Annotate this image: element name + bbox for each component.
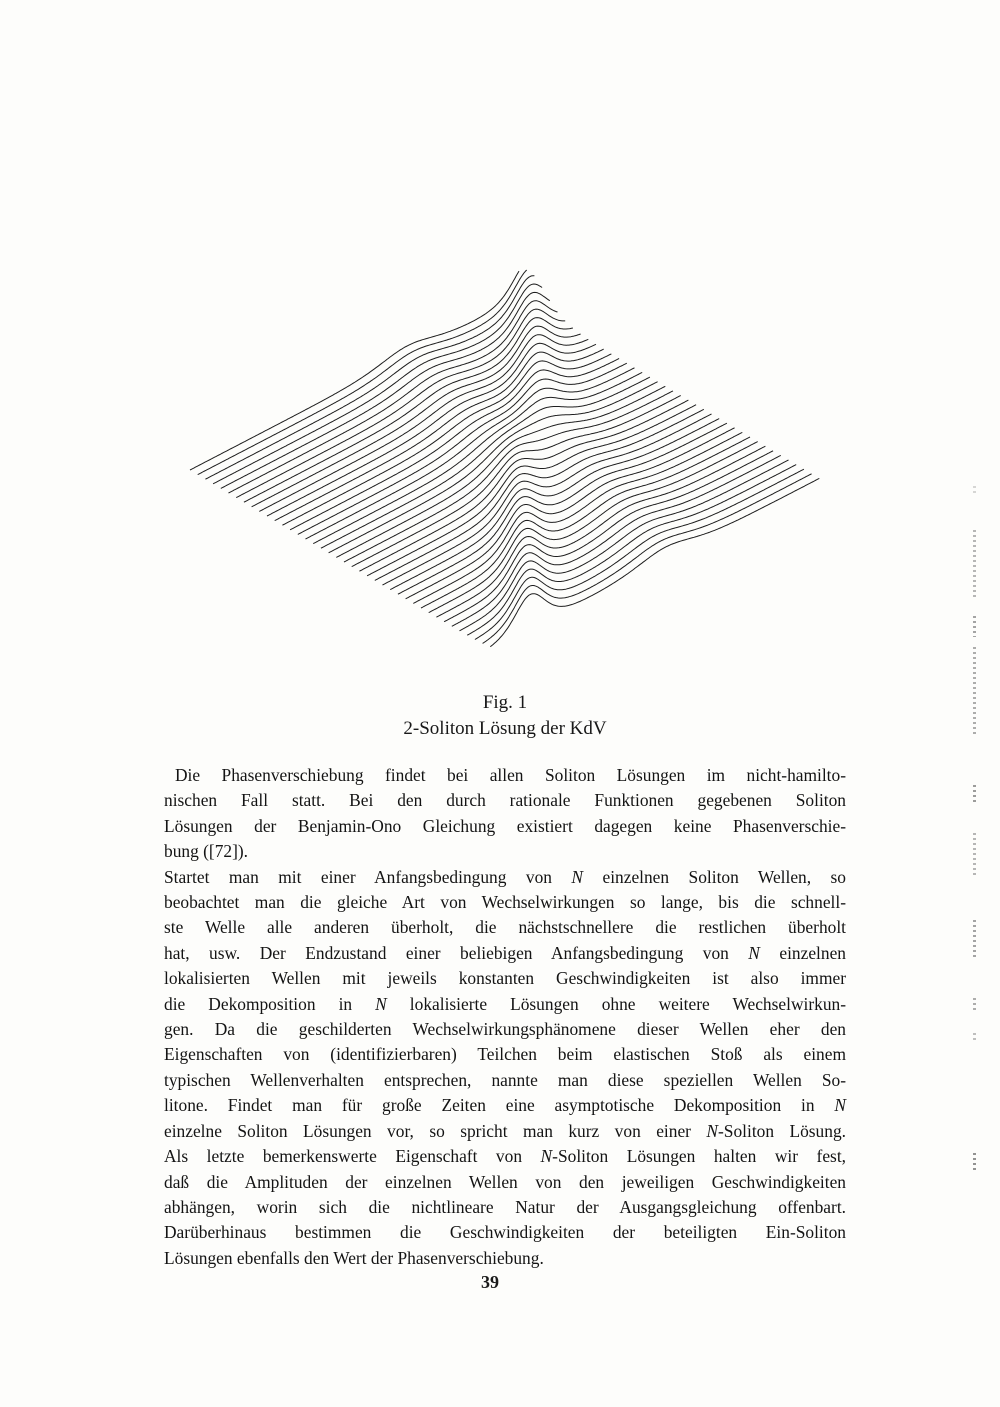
text-line: einzelne Soliton Lösungen vor, so spricht man kurz von einer N-Soliton Lösung. — [164, 1120, 846, 1141]
text-line: Lösungen ebenfalls den Wert der Phasenverschiebung. — [164, 1247, 544, 1268]
waterfall-line — [429, 442, 758, 613]
waterfall-line — [475, 469, 804, 639]
page-number: 39 — [481, 1272, 499, 1292]
scan-artifact — [973, 833, 976, 878]
scan-artifact — [973, 920, 976, 957]
text-line: daß die Amplituden der einzelnen Wellen von den jeweiligen Geschwindigkeiten — [164, 1171, 846, 1192]
text-line: typischen Wellenverhalten entsprechen, nannte man diese speziellen Wellen So- — [164, 1069, 846, 1090]
waterfall-plot — [180, 260, 840, 670]
figure-caption — [164, 690, 846, 742]
waterfall-line — [205, 276, 534, 480]
waterfall-line — [213, 284, 542, 484]
waterfall-line — [252, 326, 581, 507]
waterfall-line — [436, 446, 765, 617]
waterfall-line — [190, 271, 519, 470]
text-line: Die Phasenverschiebung findet bei allen Soliton Lösungen im nicht-hamilto- — [175, 765, 846, 785]
text-line: hat, usw. Der Endzustand einer beliebigen Anfangsbedingung von N einzelnen — [164, 942, 846, 963]
text-line: abhängen, worin sich die nichtlineare Natur der Ausgangsgleichung offenbart. — [164, 1196, 846, 1217]
scan-artifact — [973, 530, 976, 598]
text-line: Als letzte bemerkenswerte Eigenschaft von N-Soliton Lösungen halten wir fest, — [164, 1146, 847, 1167]
waterfall-line — [321, 377, 650, 548]
scan-artifact — [973, 785, 976, 802]
scan-artifact — [973, 647, 976, 735]
text-line: die Dekomposition in N lokalisierte Lösungen ohne weitere Wechselwirkun- — [164, 993, 846, 1014]
text-line: beobachtet man die gleiche Art von Wechselwirkungen so lange, bis die schnell- — [164, 892, 846, 913]
figure-caption-label: Fig. 1 — [482, 692, 528, 713]
text-line: lokalisierten Wellen mit jeweils konstanten Geschwindigkeiten ist also immer — [164, 968, 846, 989]
text-line: Lösungen der Benjamin-Ono Gleichung existiert dagegen keine Phasenverschie- — [164, 815, 846, 836]
waterfall-line — [229, 301, 558, 493]
scan-artifact — [973, 486, 976, 496]
waterfall-line — [375, 409, 704, 580]
text-line: gen. Da die geschilderten Wechselwirkungsphänomene dieser Wellen eher den — [164, 1019, 846, 1040]
body-text — [164, 763, 846, 1271]
text-line: bung ([72]). — [164, 841, 249, 862]
waterfall-line — [383, 414, 712, 585]
text-line: ste Welle alle anderen überholt, die nächstschnellere die restlichen überholt — [164, 917, 846, 938]
text-line: Darüberhinaus bestimmen die Geschwindigkeiten der beteiligten Ein-Soliton — [164, 1222, 846, 1243]
text-line: Eigenschaften von (identifizierbaren) Teilchen beim elastischen Stoß als einem — [164, 1044, 846, 1065]
scan-artifact — [973, 616, 976, 637]
scan-artifact — [973, 1153, 976, 1170]
waterfall-line — [398, 423, 727, 594]
text-line: litone. Findet man für große Zeiten eine asymptotische Dekomposition in N — [164, 1095, 846, 1116]
figure-caption-title: 2-Soliton Lösung der KdV — [403, 718, 607, 739]
scan-artifact — [973, 998, 976, 1013]
text-line: Startet man mit einer Anfangsbedingung von N einzelnen Soliton Wellen, so — [164, 866, 846, 887]
waterfall-line — [198, 270, 527, 475]
waterfall-line — [467, 465, 796, 636]
scan-artifact — [973, 1033, 976, 1041]
waterfall-line — [490, 478, 819, 646]
text-line: nischen Fall statt. Bei den durch rationale Funktionen gegebenen Soliton — [164, 790, 846, 811]
waterfall-line — [406, 428, 735, 599]
waterfall-line — [413, 432, 742, 603]
